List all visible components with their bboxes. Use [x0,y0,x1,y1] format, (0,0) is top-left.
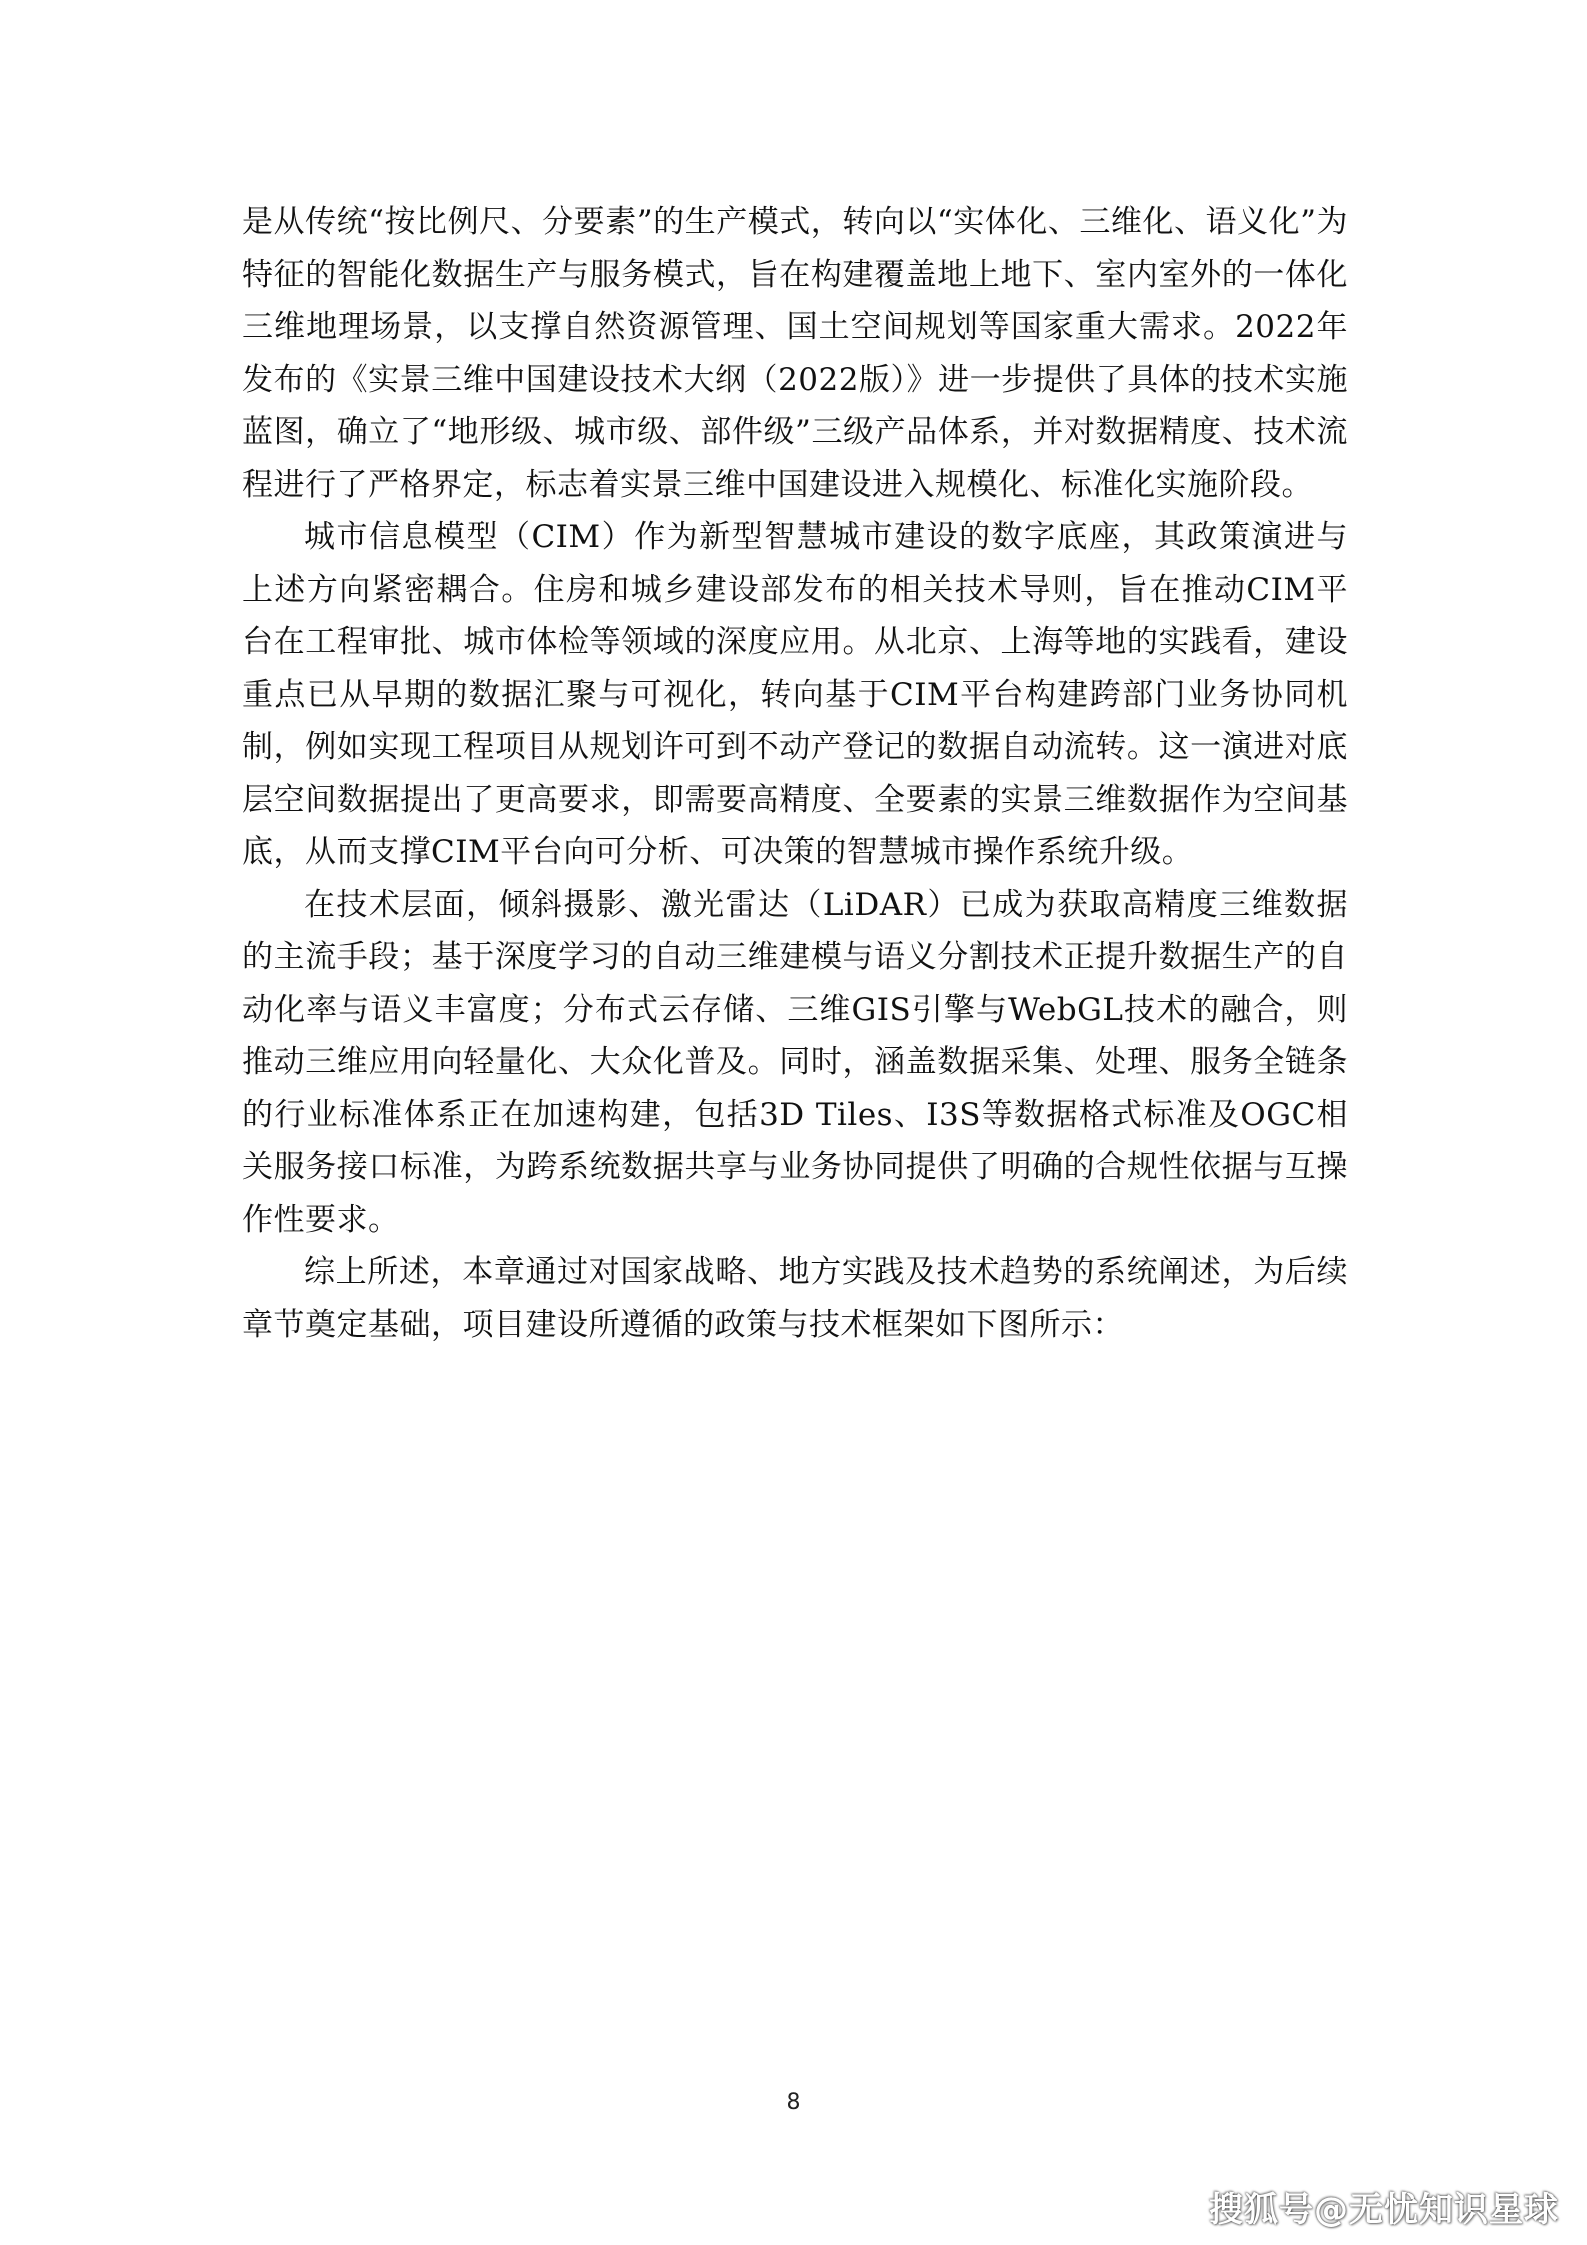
body-text [242,196,1348,1351]
watermark: 搜狐号@无忧知识星球 [1209,2190,1559,2230]
paragraph: 综上所述，本章通过对国家战略、地方实践及技术趋势的系统阐述，为后续章节奠定基础，项目建设所遵循的政策与技术框架如下图所示： [242,1254,1348,1343]
paragraph: 是从传统“按比例尺、分要素”的生产模式，转向以“实体化、三维化、语义化”为特征的智能化数据生产与服务模式，旨在构建覆盖地上地下、室内室外的一体化三维地理场景，以支撑自然资源管理、国土空间规划等国家重大需求。2022年发布的《实景三维中国建设技术大纲（2022版）》进一步提供了具体的技术实施蓝图，确立了“地形级、城市级、部件级”三级产品体系，并对数据精度、技术流程进行了严格界定，标志着实景三维中国建设进入规模化、标准化实施阶段。 [242,204,1348,503]
page-number: 8 [786,2090,801,2115]
paragraph: 在技术层面，倾斜摄影、激光雷达（LiDAR）已成为获取高精度三维数据的主流手段；基于深度学习的自动三维建模与语义分割技术正提升数据生产的自动化率与语义丰富度；分布式云存储、三维GIS引擎与WebGL技术的融合，则推动三维应用向轻量化、大众化普及。同时，涵盖数据采集、处理、服务全链条的行业标准体系正在加速构建，包括3D Tiles、I3S等数据格式标准及OGC相关服务接口标准，为跨系统数据共享与业务协同提供了明确的合规性依据与互操作性要求。 [242,886,1348,1238]
paragraph: 城市信息模型（CIM）作为新型智慧城市建设的数字底座，其政策演进与上述方向紧密耦合。住房和城乡建设部发布的相关技术导则，旨在推动CIM平台在工程审批、城市体检等领域的深度应用。从北京、上海等地的实践看，建设重点已从早期的数据汇聚与可视化，转向基于CIM平台构建跨部门业务协同机制，例如实现工程项目从规划许可到不动产登记的数据自动流转。这一演进对底层空间数据提出了更高要求，即需要高精度、全要素的实景三维数据作为空间基底，从而支撑CIM平台向可分析、可决策的智慧城市操作系统升级。 [242,519,1348,870]
